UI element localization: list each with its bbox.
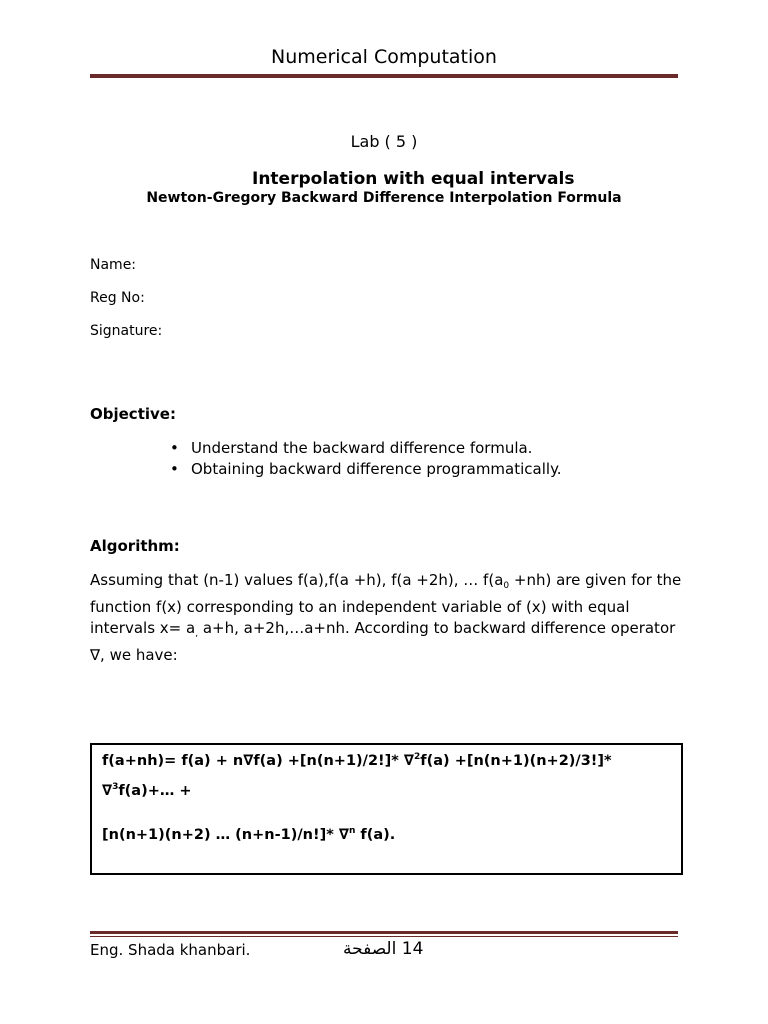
header-divider bbox=[90, 74, 678, 78]
list-item: • Obtaining backward difference programmatically. bbox=[170, 459, 562, 480]
formula-line-1: f(a+nh)= f(a) + n∇f(a) +[n(n+1)/2!]* ∇$^2$f(a) +[n(n+1)(n+2)/3!]* bbox=[102, 752, 612, 769]
footer-page-number: 14 الصفحة bbox=[343, 939, 424, 959]
formula-box bbox=[90, 743, 683, 875]
formula-line-3: [n(n+1)(n+2) … (n+n-1)/n!]* ∇$^n$ f(a). bbox=[102, 826, 396, 843]
objective-list bbox=[170, 438, 562, 480]
footer-divider-thin bbox=[90, 936, 678, 937]
list-item: • Understand the backward difference formula. bbox=[170, 438, 562, 459]
page-header-title: Numerical Computation bbox=[271, 46, 497, 68]
algorithm-paragraph: Assuming that (n-1) values f(a),f(a +h), f(a +2h), … $f(a_0 +nh)$ are given for the function f(x) corresponding to an independent variable of (x) with equal intervals $x= a_,$ a+h, a+2h,…a+nh. According to backward difference operator ∇, we have: bbox=[90, 571, 682, 664]
objective-heading: Objective: bbox=[90, 405, 176, 423]
signature-field-label: Signature: bbox=[90, 323, 163, 339]
formula-line-2: ∇$^3$f(a)+… + bbox=[102, 782, 192, 799]
document-subtitle: Newton-Gregory Backward Difference Interpolation Formula bbox=[146, 190, 622, 206]
footer-divider bbox=[90, 931, 678, 934]
document-title: Interpolation with equal intervals bbox=[252, 169, 575, 189]
footer-author: Eng. Shada khanbari. bbox=[90, 941, 251, 959]
lab-number: Lab ( 5 ) bbox=[350, 132, 418, 151]
algorithm-heading: Algorithm: bbox=[90, 537, 180, 555]
reg-no-field-label: Reg No: bbox=[90, 290, 145, 306]
name-field-label: Name: bbox=[90, 257, 137, 273]
